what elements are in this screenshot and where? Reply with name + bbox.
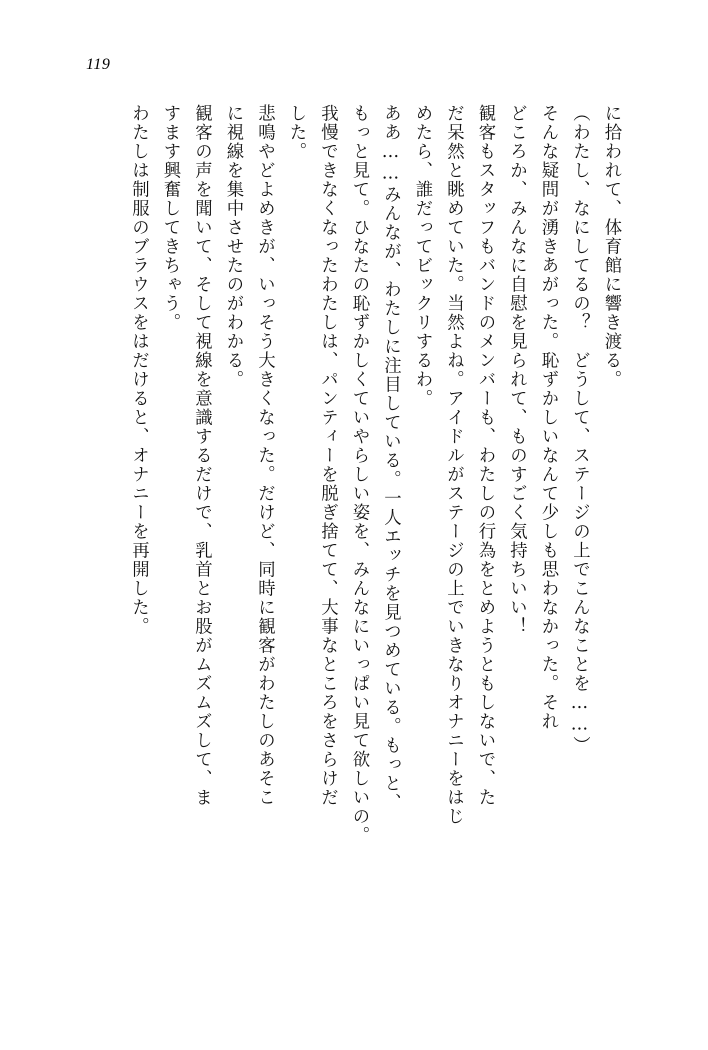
text-line: 我慢できなくなったわたしは、パンティーを脱ぎ捨てて、大事なところをさらけだ bbox=[317, 104, 338, 807]
text-line: 観客の声を聞いて、そして視線を意識するだけで、乳首とお股がムズムズして、ま bbox=[191, 104, 212, 807]
text-line: 観客もスタッフもバンドのメンバーも、わたしの行為をとめようともしないで、た bbox=[475, 104, 495, 807]
text-line: （わたし、なにしてるの？ どうして、ステージの上でこんなことを……） bbox=[569, 104, 590, 756]
vertical-text-body bbox=[60, 104, 626, 960]
text-line: そんな疑問が湧きあがった。恥ずかしいなんて少しも思わなかった。それ bbox=[538, 104, 558, 731]
text-line: だ呆然と眺めていた。当然よね。アイドルがステージの上でいきなりオナニーをはじ bbox=[443, 104, 464, 826]
text-line: した。 bbox=[286, 104, 306, 161]
text-line: どころか、みんなに自慰を見られて、ものすごく気持ちいい！ bbox=[506, 104, 527, 636]
text-line: 悲鳴やどよめきが、いっそう大きくなった。だけど、同時に観客がわたしのあそこ bbox=[254, 104, 275, 807]
text-line: に拾われて、体育館に響き渡る。 bbox=[601, 104, 621, 389]
text-line: ああ……みんなが、わたしに注目している。一人エッチを見つめている。もっと、 bbox=[380, 104, 401, 813]
text-line: わたしは制服のブラウスをはだけると、オナニーを再開した。 bbox=[128, 104, 149, 636]
page-number: 119 bbox=[86, 56, 111, 73]
text-line: もっと見て。ひなたの恥ずかしくていやらしい姿を、みんなにいっぱい見て欲しいの。 bbox=[349, 104, 369, 845]
text-line: すます興奮してきちゃう。 bbox=[160, 104, 180, 332]
text-line: に視線を集中させたのがわかる。 bbox=[223, 104, 243, 389]
text-line: めたら、誰だってビックリするわ。 bbox=[412, 104, 432, 408]
